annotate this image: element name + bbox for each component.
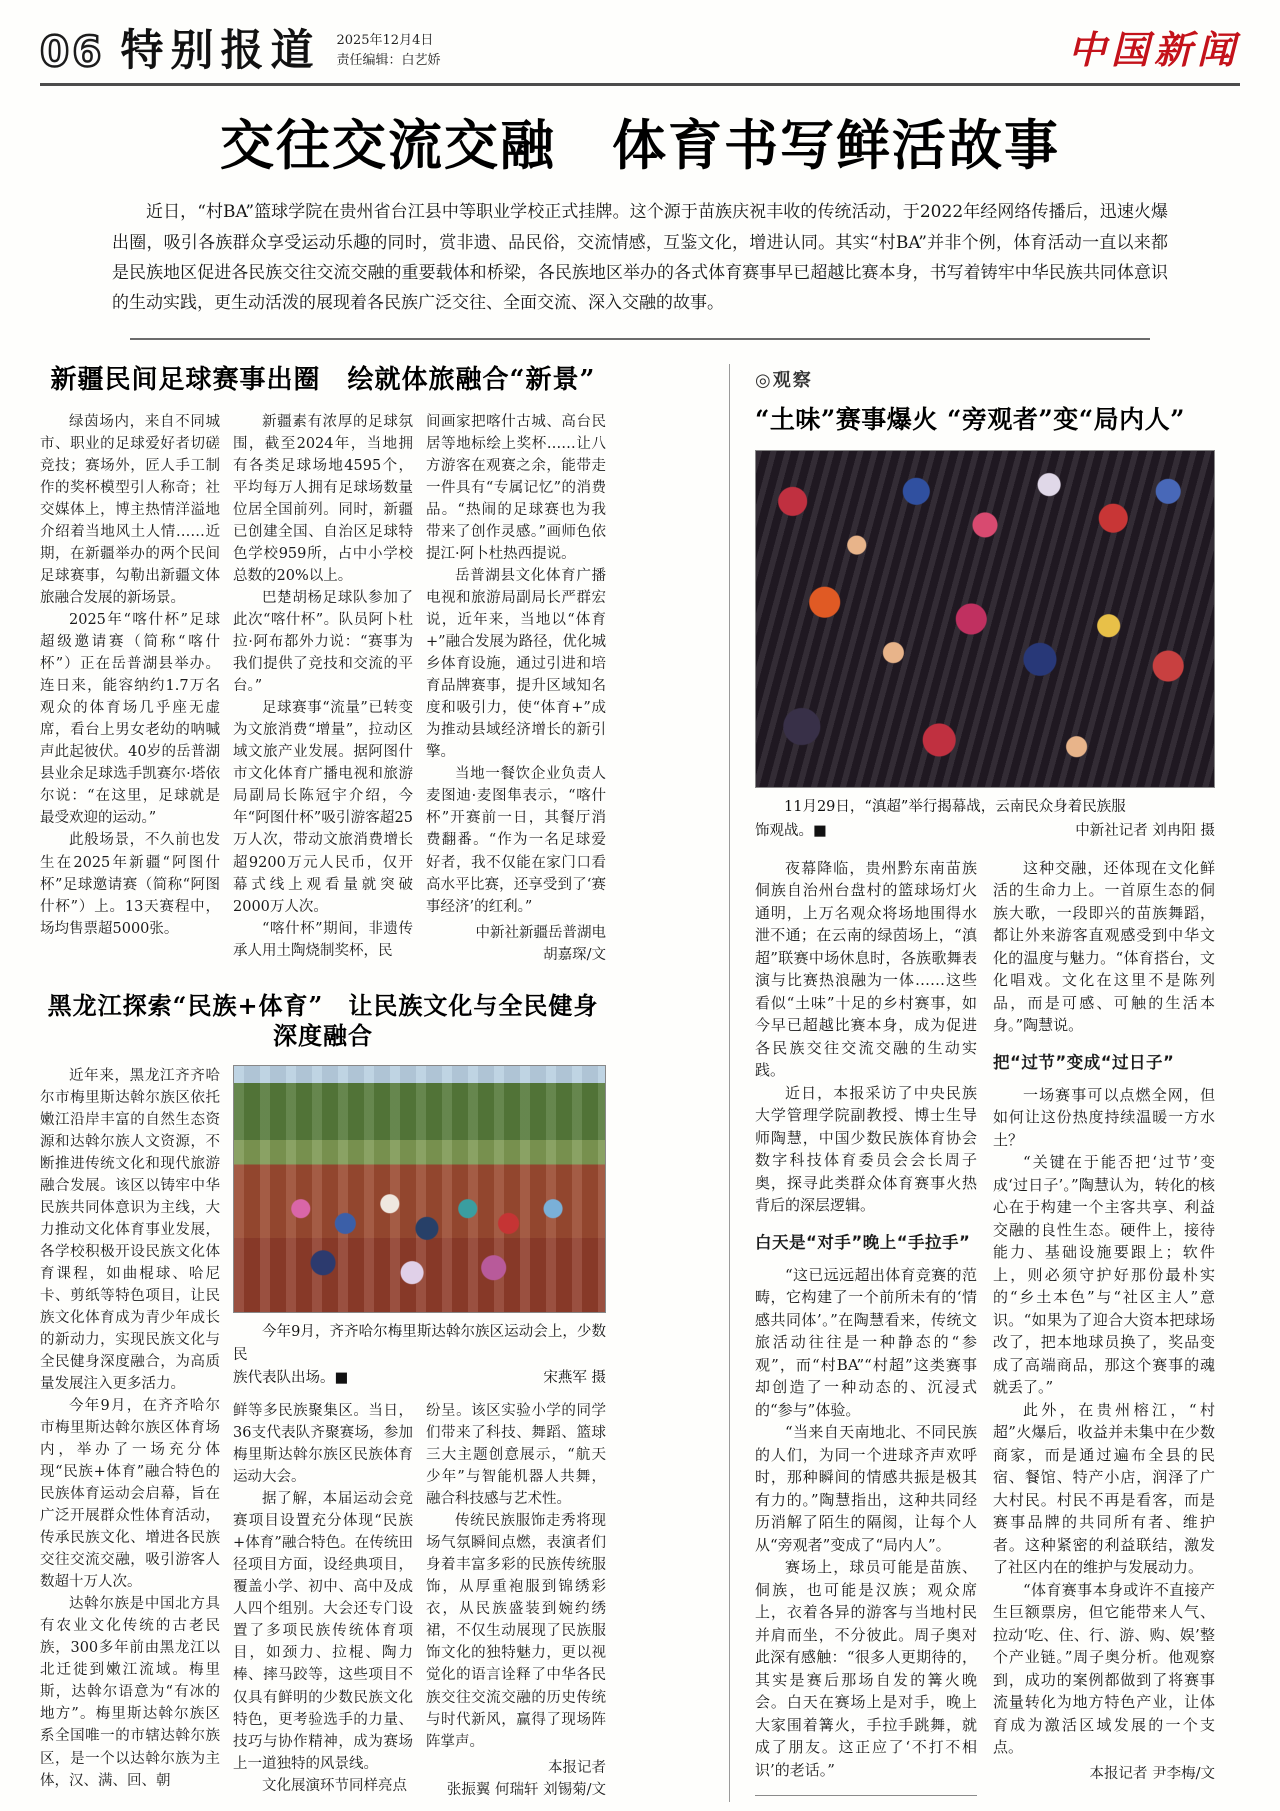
- paragraph: 纷呈。该区实验小学的同学们带来了科技、舞蹈、篮球三大主题创意展示，“航天少年”与智能机器人共舞，融合科技感与艺术性。: [426, 1403, 606, 1508]
- observe-column-b: [993, 857, 1215, 1796]
- paragraph: “体育赛事本身或许不直接产生巨额票房，但它能带来人气、拉动‘吃、住、行、游、购、娱’整个产业链。”周子奥分析。他观察到，成功的案例都做到了将赛事流量转化为地方特色产业，让体育成为激活区域发展的一个支点。: [993, 1580, 1215, 1757]
- crowd-caption-line1: 11月29日，“滇超”举行揭幕战，云南民众身着民族服: [784, 799, 1126, 816]
- paragraph: 近年来，黑龙江齐齐哈尔市梅里斯达斡尔族区依托嫩江沿岸丰富的自然生态资源和达斡尔族人文资源，不断推进传统文化和现代旅游融合发展。该区以铸牢中华民族共同体意识为主线，大力推动文化体育事业发展，各学校积极开设民族文化体育课程，如曲棍球、哈尼卡、剪纸等特色项目，让民族文化体育成为青少年成长的新动力，实现民族文化与全民健身深度融合，为高质量发展注入更多活力。: [40, 1067, 220, 1392]
- paragraph: 一场赛事可以点燃全网，但如何让这份热度持续温暖一方水土？: [993, 1085, 1215, 1149]
- paragraph: 达斡尔族是中国北方具有农业文化传统的古老民族，300多年前由黑龙江以北迁徙到嫩江流域。梅里斯，达斡尔语意为“有冰的地方”。梅里斯达斡尔族区系全国唯一的市辖达斡尔族区，是一个以达斡尔族为主体，汉、满、回、朝: [40, 1596, 220, 1789]
- paragraph: 巴楚胡杨足球队参加了此次“喀什杯”。队员阿卜杜拉·阿布都外力说：“赛事为我们提供了竞技和交流的平台。”: [233, 590, 413, 695]
- masthead: [40, 26, 1240, 86]
- heilongjiang-headline: 黑龙江探索“民族+体育” 让民族文化与全民健身深度融合: [47, 990, 599, 1050]
- paragraph: “这已远远超出体育竞赛的范畴，它构建了一个前所未有的‘情感共同体’。”在陶慧看来，传统文旅活动往往是一种静态的“参观”，而“村BA”“村超”这类赛事却创造了一种动态的、沉浸式的“参与”体验。: [755, 1265, 977, 1419]
- edition-meta: [336, 31, 440, 73]
- observe-column-a-rest: [755, 1264, 977, 1782]
- observe-kicker: ◎观察: [755, 370, 813, 392]
- heilongjiang-column-2: [233, 1400, 413, 1801]
- paragraph: 此般场景，不久前也发生在2025年新疆“阿图什杯”足球邀请赛（简称“阿图什杯”）上。13天赛程中，场均售票超5000张。: [40, 832, 220, 937]
- paragraph: 近日，本报采访了中央民族大学管理学院副教授、博士生导师陶慧，中国少数民族体育协会数字科技体育委员会会长周子奥，探寻此类群众体育赛事火热背后的深层逻辑。: [755, 1083, 977, 1215]
- paragraph: 据了解，本届运动会竞赛项目设置充分体现“民族+体育”融合特色。在传统田径项目方面，设经典项目，覆盖小学、初中、高中及成人四个组别。大会还专门设置了多项民族传统体育项目，如颈力、拉棍、陶力棒、摔马跤等，这些项目不仅具有鲜明的少数民族文化特色，更考验选手的力量、技巧与协作精神，成为赛场上一道独特的风景线。: [233, 1491, 413, 1772]
- paragraph: 新疆素有浓厚的足球氛围，截至2024年，当地拥有各类足球场地4595个，平均每万人拥有足球场数量位居全国前列。同时，新疆已创建全国、自治区足球特色学校959所，占中小学校总数的20%以上。: [233, 413, 413, 585]
- observe-column-b-rest: [993, 1084, 1215, 1759]
- observe-subhead-b: 把“过节”变成“过日子”: [993, 1052, 1175, 1072]
- paragraph: 张振翼 何瑞轩 刘锡菊/文: [446, 1782, 606, 1799]
- article-xinjiang: [40, 364, 606, 966]
- paragraph: 这种交融，还体现在文化鲜活的生命力上。一首原生态的侗族大歌，一段即兴的苗族舞蹈，都让外来游客直观感受到中华文化的温度与魅力。“体育搭台，文化唱戏。文化在这里不是陈列品，而是可感、可触的生活本身。”陶慧说。: [993, 858, 1215, 1035]
- observe-column-b-top: [993, 857, 1215, 1037]
- paragraph: 当地一餐饮企业负责人麦图迪·麦图隼表示，“喀什杯”开赛前一日，其餐厅消费翻番。“作为一名足球爱好者，我不仅能在家门口看高水平比赛，还享受到了‘赛事经济’的红利。”: [426, 766, 606, 915]
- crowd-photo-caption: [755, 796, 1215, 842]
- heilongjiang-column-3: [426, 1400, 606, 1801]
- crowd-photo-credit: 中新社记者 刘冉阳 摄: [1075, 822, 1215, 839]
- parade-photo-caption: [233, 1321, 606, 1391]
- crowd-caption-line2: 饰观战。■: [755, 822, 827, 839]
- left-zone: [40, 364, 606, 1801]
- xinjiang-byline: [426, 922, 606, 967]
- paragraph: 中新社新疆岳普湖电: [475, 924, 606, 941]
- observe-subhead-a: 白天是“对手”晚上“手拉手”: [755, 1232, 971, 1252]
- paragraph: “当来自天南地北、不同民族的人们，为同一个进球齐声欢呼时，那种瞬间的情感共振是极其有力的。”陶慧指出，这种共同经历消解了陌生的隔阂，让每个人从“旁观者”变成了“局内人”。: [755, 1423, 977, 1554]
- brand-logo: 中国新闻: [1067, 27, 1240, 72]
- paragraph: 胡嘉琛/文: [543, 947, 606, 964]
- main-headline: 交往交流交融 体育书写鲜活故事: [220, 113, 1060, 177]
- edition-date: 2025年12月4日: [336, 32, 434, 48]
- heilongjiang-byline: [426, 1757, 606, 1802]
- parade-caption-line1: 今年9月，齐齐哈尔梅里斯达斡尔族区运动会上，少数民: [233, 1323, 606, 1363]
- observe-column-a-top: [755, 857, 977, 1217]
- observe-headline: “土味”赛事爆火 “旁观者”变“局内人”: [755, 405, 1185, 435]
- editor-credit: 责任编辑：白艺娇: [336, 52, 441, 68]
- paragraph: “喀什杯”期间，非遗传承人用土陶烧制奖杯，民: [233, 920, 413, 959]
- page-number: 06: [40, 27, 105, 76]
- parade-photo: [233, 1065, 606, 1313]
- paragraph: 传统民族服饰走秀将现场气氛瞬间点燃，表演者们身着丰富多彩的民族传统服饰，从厚重袍服到锦绣彩衣，从民族盛装到婉约绣裙，不仅生动展现了民族服饰文化的独特魅力，更以视觉化的语言诠释了中华各民族交往交流交融的历史传统与时代新风，赢得了现场阵阵掌声。: [426, 1513, 606, 1750]
- paragraph: 本报记者: [548, 1759, 606, 1776]
- paragraph: 文化展演环节同样亮点: [262, 1777, 407, 1794]
- parade-photo-credit: 宋燕军 摄: [543, 1369, 606, 1386]
- heilongjiang-column-3-text: [426, 1400, 606, 1753]
- xinjiang-column-3: [426, 411, 606, 967]
- paragraph: “关键在于能否把‘过节’变成‘过日子’。”陶慧认为，转化的核心在于构建一个主客共享、利益交融的良性生态。硬件上，接待能力、基础设施要跟上；软件上，则必须守护好那份最朴实的“乡土本色”与“社区主人”意识。“如果为了迎合大资本把球场改了，把本地球员换了，奖品变成了高端商品，那这个赛事的魂就丢了。”: [993, 1153, 1215, 1397]
- xinjiang-column-2: [233, 411, 413, 967]
- paragraph: 2025年“喀什杯”足球超级邀请赛（简称“喀什杯”）正在岳普湖县举办。连日来，能容纳约1.7万名观众的体育场几乎座无虚席，看台上男女老幼的呐喊声此起彼伏。40岁的岳普湖县业余足球选手凯赛尔·塔依尔说：“在这里，足球就是最受欢迎的运动。”: [40, 612, 220, 827]
- crowd-photo: [755, 450, 1215, 788]
- lead-divider: [130, 338, 1150, 340]
- lead-paragraph: 近日，“村BA”篮球学院在贵州省台江县中等职业学校正式挂牌。这个源于苗族庆祝丰收的传统活动，于2022年经网络传播后，迅速火爆出圈，吸引各族群众享受运动乐趣的同时，赏非遗、品民俗，交流情感，互鉴文化，增进认同。其实“村BA”并非个例，体育活动一直以来都是民族地区促进各民族交往交流交融的重要载体和桥梁，各民族地区举办的各式体育赛事早已超越比赛本身，书写着铸牢中华民族共同体意识的生动实践，更生动活泼的展现着各民族广泛交往、全面交流、深入交融的故事。: [112, 202, 1168, 314]
- xinjiang-headline: 新疆民间足球赛事出圈 绘就体旅融合“新景”: [50, 365, 596, 396]
- article-observe: [729, 364, 1215, 1801]
- column-end-rule: [755, 1795, 977, 1796]
- paragraph: 此外，在贵州榕江，“村超”火爆后，收益并未集中在少数商家，而是通过遍布全县的民宿、餐馆、特产小店，润泽了广大村民。村民不再是看客，而是赛事品牌的共同所有者、维护者。这种紧密的利益联结，激发了社区内在的维护与发展动力。: [993, 1400, 1215, 1577]
- paragraph: 绿茵场内，来自不同城市、职业的足球爱好者切磋竞技；赛场外，匠人手工制作的奖杯模型引人称奇；社交媒体上，博主热情洋溢地介绍着当地风土人情……近期，在新疆举办的两个民间足球赛事，勾勒出新疆文体旅融合发展的新场景。: [40, 413, 220, 607]
- heilongjiang-column-1: [40, 1065, 220, 1802]
- section-title: 特别报道: [120, 26, 321, 76]
- paragraph: 足球赛事“流量”已转变为文旅消费“增量”，拉动区域文旅产业发展。据阿图什市文化体育广播电视和旅游局副局长陈冠宇介绍，今年“阿图什杯”吸引游客超25万人次，带动文旅消费增长超9200万元人民币，仅开幕式线上观看量就突破2000万人次。: [233, 700, 413, 915]
- paragraph: 赛场上，球员可能是苗族、侗族，也可能是汉族；观众席上，衣着各异的游客与当地村民并肩而坐，不分彼此。周子奥对此深有感触：“很多人更期待的，其实是赛后那场自发的篝火晚会。白天在赛场上是对手，晚上大家围着篝火，手拉手跳舞，就成了朋友。这正应了‘不打不相识’的老话。”: [755, 1558, 977, 1779]
- paragraph: 间画家把喀什古城、高台民居等地标绘上奖杯……让八方游客在观赛之余，能带走一件具有“专属记忆”的消费品。“热闹的足球赛也为我带来了创作灵感。”画师色依提江·阿卜杜热西提说。: [426, 413, 606, 563]
- observe-byline: 本报记者 尹李梅/文: [1089, 1765, 1215, 1782]
- xinjiang-column-3-text: [426, 411, 606, 918]
- article-heilongjiang: [40, 991, 606, 1802]
- paragraph: 夜幕降临，贵州黔东南苗族侗族自治州台盘村的篮球场灯火通明，上万名观众将场地围得水泄不通；在云南的绿茵场上，“滇超”联赛中场休息时，各族歌舞表演与比赛热浪融为一体……这些看似“土味”十足的乡村赛事，如今早已超越比赛本身，成为促进各民族交往交流交融的生动实践。: [755, 858, 977, 1080]
- paragraph: 今年9月，在齐齐哈尔市梅里斯达斡尔族区体育场内，举办了一场充分体现“民族+体育”融合特色的民族体育运动会启幕，旨在广泛开展群众性体育活动，传承民族文化、增进各民族交往交流交融，吸引游客人数超十万人次。: [40, 1398, 220, 1591]
- paragraph: 岳普湖县文化体育广播电视和旅游局副局长严群宏说，近年来，当地以“体育+”融合发展为路径，优化城乡体育设施，通过引进和培育品牌赛事，提升区域知名度和吸引力，使“体育+”成为推动县域经济增长的新引擎。: [426, 568, 606, 761]
- observe-column-a: [755, 857, 977, 1796]
- paragraph: 鲜等多民族聚集区。当日，36支代表队齐聚赛场，参加梅里斯达斡尔族区民族体育运动大会。: [233, 1403, 413, 1486]
- parade-caption-line2: 族代表队出场。■: [233, 1369, 349, 1386]
- xinjiang-column-1: [40, 411, 220, 967]
